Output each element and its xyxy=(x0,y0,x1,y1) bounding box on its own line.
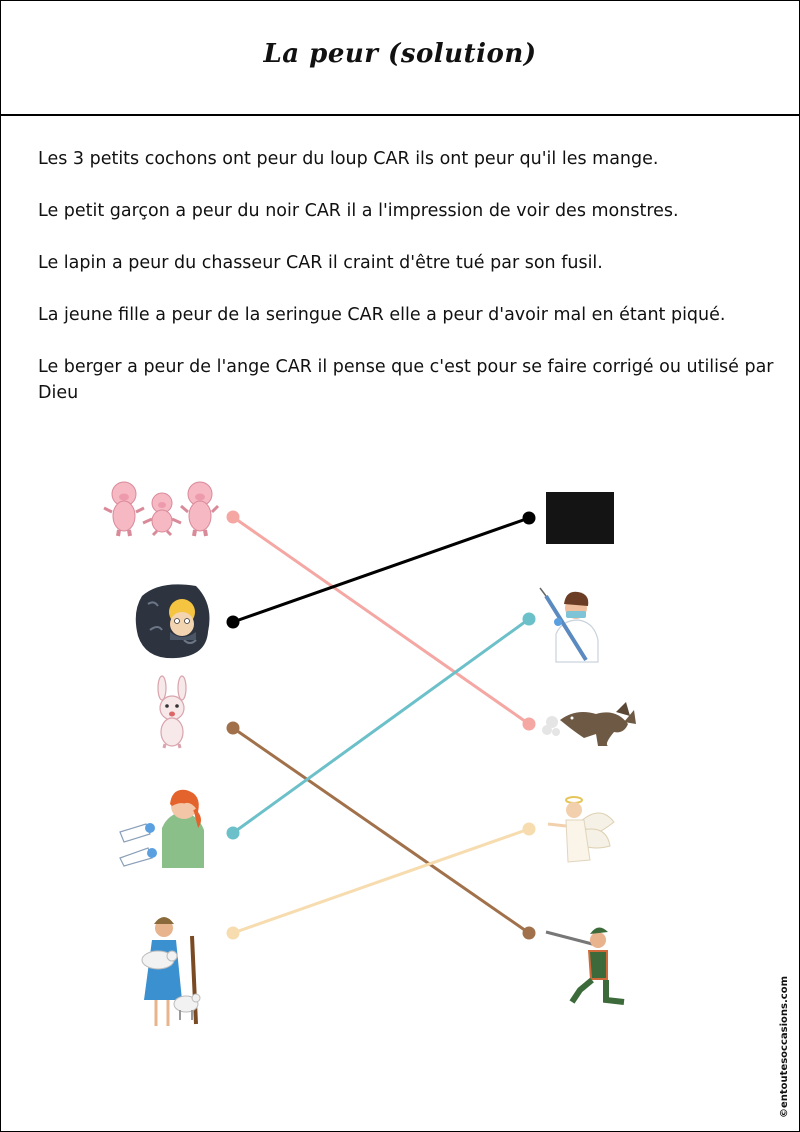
connection-line xyxy=(233,829,529,933)
connection-left-dot xyxy=(227,722,240,735)
connection-right-dot xyxy=(523,718,536,731)
connection-right-dot xyxy=(523,512,536,525)
scared-rabbit-icon xyxy=(158,676,186,748)
connection-left-dot xyxy=(227,827,240,840)
connection-left-dot xyxy=(227,927,240,940)
connection-line xyxy=(233,518,529,622)
shepherd-icon xyxy=(142,917,200,1026)
darkness-icon xyxy=(546,492,614,544)
girl-injection-icon xyxy=(120,790,204,868)
copyright-credit: ©entoutesoccasions.com xyxy=(779,976,790,1118)
page-title: La peur (solution) xyxy=(263,39,537,69)
three-pigs-icon xyxy=(104,482,218,536)
connection-line xyxy=(233,619,529,833)
connection-lines xyxy=(227,511,536,940)
connection-left-dot xyxy=(227,616,240,629)
connection-line xyxy=(233,728,529,933)
wolf-icon xyxy=(542,702,636,746)
sentence-pigs: Les 3 petits cochons ont peur du loup CAR ils ont peur qu'il les mange. xyxy=(38,149,659,169)
connection-line xyxy=(233,517,529,724)
angel-icon xyxy=(548,797,614,862)
sentence-rabbit: Le lapin a peur du chasseur CAR il craint d'être tué par son fusil. xyxy=(38,253,603,273)
connection-right-dot xyxy=(523,927,536,940)
nurse-syringe-icon xyxy=(540,588,598,662)
scared-boy-dark-icon xyxy=(136,584,210,658)
sentence-boy: Le petit garçon a peur du noir CAR il a l'impression de voir des monstres. xyxy=(38,201,679,221)
sentence-girl: La jeune fille a peur de la seringue CAR elle a peur d'avoir mal en étant piqué. xyxy=(38,305,726,325)
connection-right-dot xyxy=(523,823,536,836)
sentence-shepherd: Le berger a peur de l'ange CAR il pense que c'est pour se faire corrigé ou utilisé par Dieu xyxy=(38,357,774,403)
connection-right-dot xyxy=(523,613,536,626)
hunter-icon xyxy=(546,927,624,1002)
connection-left-dot xyxy=(227,511,240,524)
